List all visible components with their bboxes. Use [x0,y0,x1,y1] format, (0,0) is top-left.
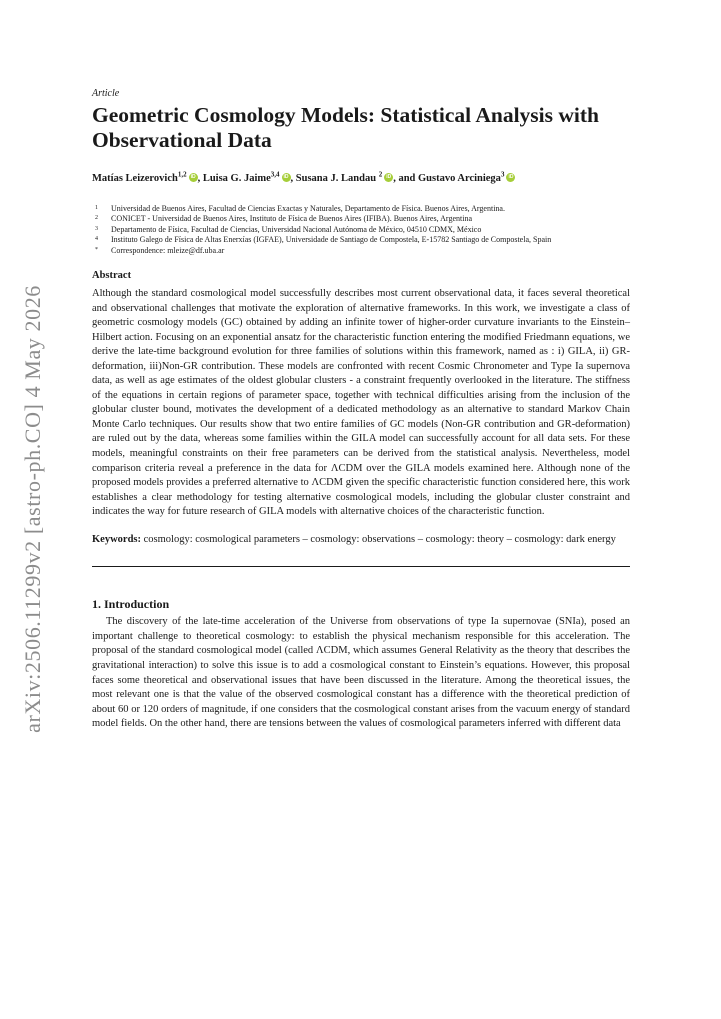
author [295,170,418,184]
author-separator: , [290,172,296,184]
author [202,170,296,184]
author-separator: , [197,172,203,184]
affiliation-item [92,225,630,236]
author-affiliation-marks: 2 [378,170,383,178]
affiliation-number: 1 [95,204,98,211]
article-type-label: Article [92,88,120,99]
paper-title: Geometric Cosmology Models: Statistical Analysis with Observational Data [92,103,599,152]
affiliation-number: 3 [95,225,98,232]
author-name: Luisa G. Jaime [202,172,271,184]
affiliation-list [92,204,630,257]
abstract-body: Although the standard cosmological model successfully describes most current observational data, it faces several theoretical and observational challenges that motivate the exploration of alternative frameworks. In this work, we investigate a class of geometric cosmology models (GC) obtained by adding an infinite tower of higher-order curvature invariants to the Einstein–Hilbert action. Focusing on an exponential ansatz for the characteristic function entering the modified Friedmann equations, we derive the late-time background evolution for three families of solutions within this framework, named as : i) GILA, ii) GR-deformation, iii)Non-GR contribution. These models are confronted with recent Cosmic Chronometer and Type Ia supernova data, as well as age estimates of the oldest globular clusters - a constraint frequently overlooked in the literature. The stiffness of the equations in certain regions of parameter space, together with technical difficulties arising from the inclusion of the globular cluster bound, motivates the development of a dedicated methodology as an alternative to standard Markov Chain Monte Carlo techniques. Our results show that two entire families of GC models (Non-GR contribution and GR-deformation) are ruled out by the data, whereas some families within the GILA model can successfully account for all data sets. For these models, meaningful constraints on their free parameters can be derived from the statistical analysis. Nevertheless, model comparison criteria reveal a preference in the data for ΛCDM over the GILA models examined here. Although none of the proposed models provides a preferred alternative to ΛCDM given the specific characteristic function considered here, this work establishes a clear methodology for testing alternative cosmological models, including the globular cluster constraint and indicates the way for future research of GILA models with alternative choices of the characteristic function. [92,288,630,518]
author-name: Susana J. Landau [295,172,377,184]
author-affiliation-marks: 1,2 [177,170,187,178]
author [92,170,203,184]
affiliation-number: 4 [95,236,98,242]
affiliation-number: 2 [95,215,98,221]
author-affiliation-marks: 3,4 [270,170,280,178]
orcid-icon[interactable] [506,173,515,182]
author-separator: , and [393,172,418,184]
correspondence-mark: * [95,246,98,253]
correspondence-text[interactable]: Correspondence: mleize@df.uba.ar [111,245,225,255]
section-divider [92,566,630,567]
keywords-text: cosmology: cosmological parameters – cosmology: observations – cosmology: theory – cosmology: dark energy [143,533,616,545]
abstract-heading: Abstract [92,270,132,281]
arxiv-identifier [16,268,50,750]
affiliation-text: Departamento de Física, Facultad de Ciencias, Universidad Nacional Autónoma de México, 04510 CDMX, México [111,224,482,234]
affiliation-item [92,214,630,225]
correspondence-item [92,246,630,257]
orcid-icon[interactable] [384,173,393,182]
orcid-icon[interactable] [282,173,291,182]
affiliation-text: CONICET - Universidad de Buenos Aires, Instituto de Física de Buenos Aires (IFIBA). Buenos Aires, Argentina [111,214,472,223]
author-name: Gustavo Arciniega [418,172,501,184]
paper-page [92,88,630,732]
arxiv-identifier-text: arXiv:2506.11299v2 [astro-ph.CO] 4 May 2026 [20,285,46,733]
affiliation-text: Universidad de Buenos Aires, Facultad de Ciencias Exactas y Naturales, Departamento de Física. Buenos Aires, Argentina. [111,203,505,213]
author [418,170,515,184]
introduction-body: The discovery of the late-time acceleration of the Universe from observations of type Ia supernovae (SNIa), posed an important challenge to theoretical cosmology: to establish the physical mechanism responsible for this acceleration. The proposal of the standard cosmological model (called ΛCDM, which assumes General Relativity as the theory that describes the gravitational interaction) to solve this issue is to add a cosmological constant to Einstein’s equations. However, this proposal faces some theoretical and observational issues that have been discussed in the literature. Among the theoretical issues, the most relevant one is that the value of the observed cosmological constant has a difference with the theoretical prediction of about 60 or 120 orders of magnitude, if one considers that the cosmological constant arises from the vacuum energy of standard model fields. On the other hand, there are tensions between the values of cosmological parameters inferred with different data [92,616,630,730]
introduction-heading: 1. Introduction [92,597,170,612]
keywords-label: Keywords: [92,533,141,545]
author-list [92,167,630,186]
keywords-line [92,533,630,548]
affiliation-text: Instituto Galego de Física de Altas Enerxías (IGFAE), Universidade de Santiago de Compostela, E-15782 Santiago de Compostela, Spain [111,235,552,244]
orcid-icon[interactable] [189,173,198,182]
affiliation-item [92,235,630,246]
author-name: Matías Leizerovich [92,172,178,184]
author-affiliation-marks: 3 [500,170,505,178]
affiliation-item [92,204,630,215]
